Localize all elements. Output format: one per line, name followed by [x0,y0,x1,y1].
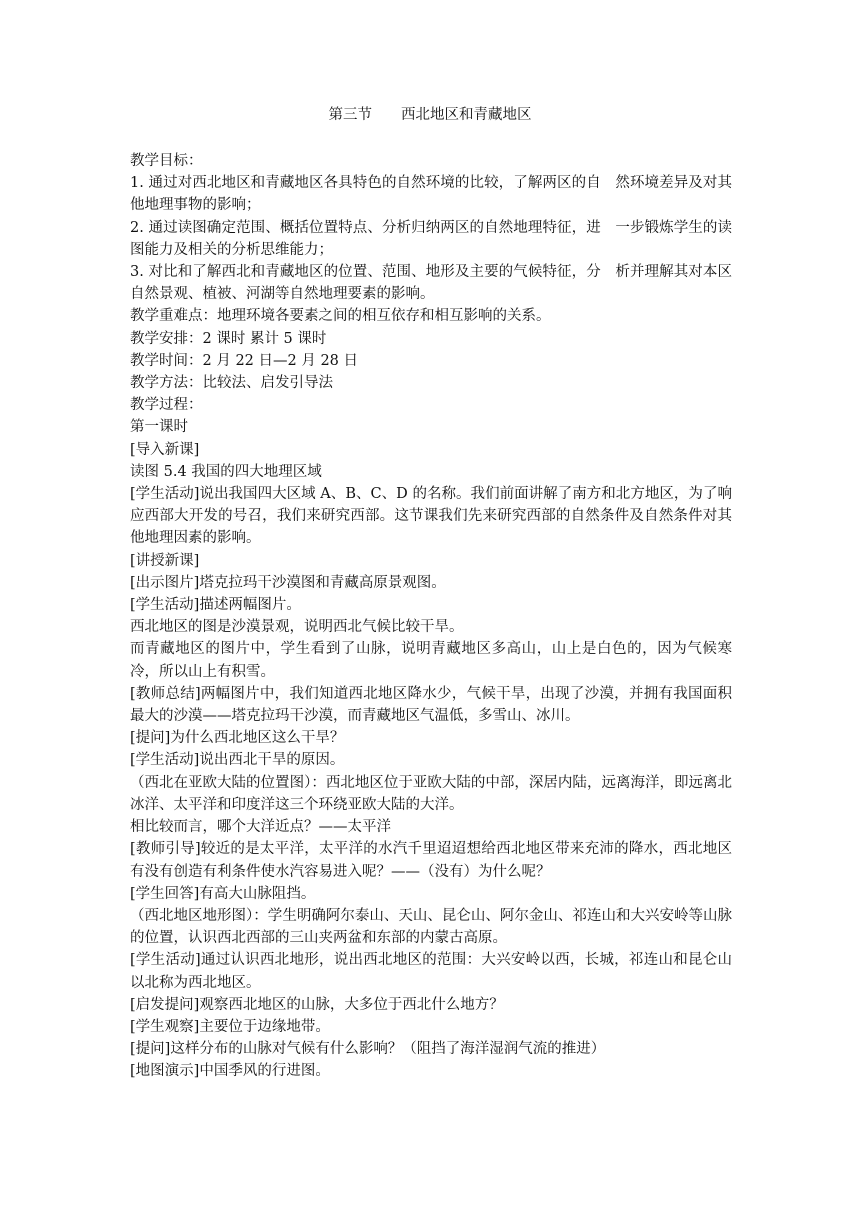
paragraph: [学生回答]有高大山脉阻挡。 [130,885,316,902]
paragraph: 教学过程： [130,397,203,414]
paragraph: [学生观察]主要位于边缘地带。 [130,1018,330,1035]
section-title: 第三节 西北地区和青藏地区 [328,107,532,123]
paragraph: 第一课时 [130,419,188,436]
paragraph: 西北地区的图是沙漠景观，说明西北气候比较干旱。 [130,619,464,636]
paragraph: 读图 5.4 我国的四大地理区域 [130,463,322,480]
paragraph: 教学目标： [130,153,203,169]
paragraph: [导入新课] [130,441,200,458]
paragraph: [教师引导]较近的是太平洋，太平洋的水汽千里迢迢想给西北地区带来充沛的降水，西北地区有没有创造有利条件使水汽容易进入呢？——（没有）为什么呢？ [130,841,732,880]
paragraph: 3. 对比和了解西北和青藏地区的位置、范围、地形及主要的气候特征，分 析并理解其对本区自然景观、植被、河湖等自然地理要素的影响。 [130,264,732,303]
paragraph: 教学时间：2 月 22 日—2 月 28 日 [130,352,359,369]
paragraph: [地图演示]中国季风的行进图。 [130,1063,330,1080]
paragraph: （西北地区地形图）：学生明确阿尔泰山、天山、昆仑山、阿尔金山、祁连山和大兴安岭等山脉的位置，认识西北西部的三山夹两盆和东部的内蒙古高原。 [130,907,732,947]
paragraph: 1. 通过对西北地区和青藏地区各具特色的自然环境的比较，了解两区的自 然环境差异及对其他地理事物的影响； [130,175,732,214]
paragraph: 教学安排：2 课时 累计 5 课时 [130,330,327,347]
paragraph: 2. 通过读图确定范围、概括位置特点、分析归纳两区的自然地理特征，进 一步锻炼学生的读图能力及相关的分析思维能力； [130,219,732,258]
paragraph: 教学重难点：地理环境各要素之间的相互依存和相互影响的关系。 [130,308,551,325]
paragraph: 而青藏地区的图片中，学生看到了山脉，说明青藏地区多高山，山上是白色的，因为气候寒冷，所以山上有积雪。 [130,641,732,680]
paragraph: （西北在亚欧大陆的位置图）：西北地区位于亚欧大陆的中部，深居内陆，远离海洋，即远离北冰洋、太平洋和印度洋这三个环绕亚欧大陆的大洋。 [130,774,732,813]
paragraph: [教师总结]两幅图片中，我们知道西北地区降水少，气候干旱，出现了沙漠，并拥有我国面积最大的沙漠——塔克拉玛干沙漠，而青藏地区气温低，多雪山、冰川。 [130,685,732,725]
paragraph: [学生活动]描述两幅图片。 [130,597,301,614]
paragraph: 相比较而言，哪个大洋近点？——太平洋 [130,819,391,836]
paragraph: [提问]为什么西北地区这么干旱？ [130,730,345,747]
paragraph: [启发提问]观察西北地区的山脉，大多位于西北什么地方？ [130,996,504,1013]
paragraph: [学生活动]说出西北干旱的原因。 [130,752,345,769]
document-body [130,150,732,1083]
paragraph: [出示图片]塔克拉玛干沙漠图和青藏高原景观图。 [130,574,446,591]
paragraph: [讲授新课] [130,552,200,569]
paragraph: [提问]这样分布的山脉对气候有什么影响？（阻挡了海洋湿润气流的推进） [130,1041,606,1058]
paragraph: [学生活动]说出我国四大区域 A、B、C、D 的名称。我们前面讲解了南方和北方地区，为了响应西部大开发的号召，我们来研究西部。这节课我们先来研究西部的自然条件及自然条件对其他地理因素的影响。 [130,486,732,547]
paragraph: [学生活动]通过认识西北地形，说出西北地区的范围：大兴安岭以西，长城，祁连山和昆仑山以北称为西北地区。 [130,952,732,991]
paragraph: 教学方法：比较法、启发引导法 [130,375,333,392]
